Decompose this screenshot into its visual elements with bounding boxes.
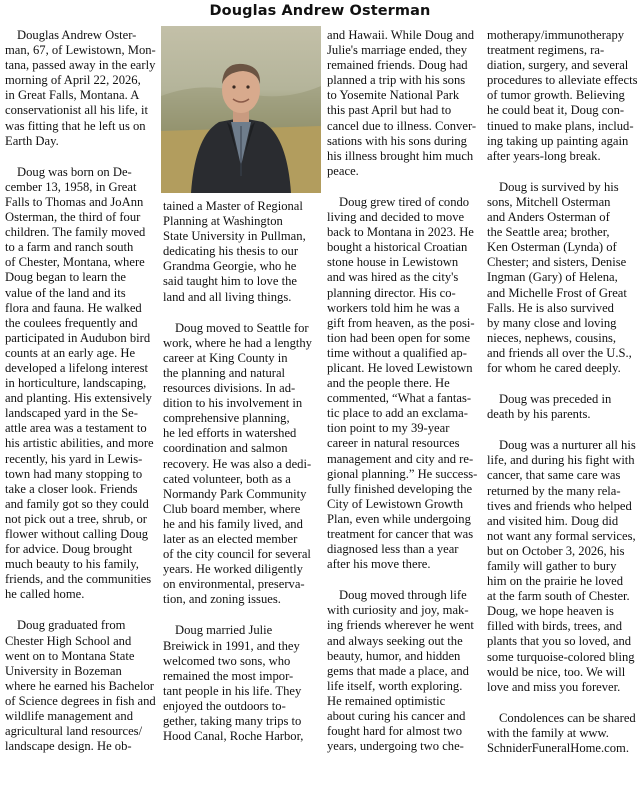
paragraph: Doug graduated from Chester High School and went on to Montana State University in Bozeman where he earned his Bachelor of Science degrees in fish and wildlife management and agricultural land resources/ landscape design. He ob- (5, 618, 156, 754)
paragraph: Douglas Andrew Oster- man, 67, of Lewistown, Mon- tana, passed away in the early morning of April 22, 2026, in Great Falls, Montana. A conservationist all his life, it was fitting that he left us on Earth Day. (5, 28, 156, 148)
paragraph: motherapy/immunotherapy treatment regimens, ra- diation, surgery, and several procedures to alleviate effects of tumor growth. Believing he could beat it, Doug con- tinued to make plans, includ- ing taking up painting again after years-long break. (487, 28, 638, 163)
column-4 (487, 28, 639, 772)
column-2 (163, 199, 321, 760)
obituary-title: Douglas Andrew Osterman (209, 3, 431, 19)
paragraph: and Hawaii. While Doug and Julie's marriage ended, they remained friends. Doug had planned a trip with his sons to Yosemite National Park this past April but had to cancel due to illness. Conver- sations with his sons during his illness brought him much peace. (327, 28, 477, 178)
portrait-illustration (161, 26, 321, 193)
paragraph: Doug is survived by his sons, Mitchell Osterman and Anders Osterman of the Seattle area; brother, Ken Osterman (Lynda) of Chester; and sisters, Denise Ingman (Gary) of Helena, and Michelle Frost of Great Falls. He is also survived by many close and loving nieces, nephews, cousins, and friends all over the U.S., for whom he cared deeply. (487, 179, 632, 375)
paragraph: Doug was born on De- cember 13, 1958, in Great Falls to Thomas and JoAnn Osterman, the third of four children. The family moved to a farm and ranch south of Chester, Montana, where Doug began to learn the value of the land and its flora and fauna. He walked the coulees frequently and participated in Audubon bird counts at an early age. He developed a lifelong interest in horticulture, landscaping, and planting. His extensively landscaped yard in the Se- attle area was a testament to his artistic abilities, and more recently, his yard in Lewis- town had many stopping to take a closer look. Friends and family got so they could not pick out a tree, shrub, or flower without calling Doug for advice. Doug brought much beauty to his family, friends, and the communities he called home. (5, 164, 154, 602)
paragraph: Condolences can be shared with the family at www. SchniderFuneralHome.com. (487, 710, 636, 756)
portrait-photo (161, 26, 321, 193)
paragraph: Doug grew tired of condo living and decided to move back to Montana in 2023. He bought a historical Croatian stone house in Lewistown and was hired as the city's planning director. His co- workers told him he was a gift from heaven, as the posi- tion had been open for some time without a qualified ap- plicant. He loved Lewistown and the people there. He commented, “What a fantas- tic place to add an exclama- tion point to my 39-year career in natural resources management and city and re- gional planning.” He success- fully finished developing the City of Lewistown Growth Plan, even while undergoing treatment for cancer that was diagnosed less than a year after his move there. (327, 194, 478, 572)
paragraph: Doug married Julie Breiwick in 1991, and they welcomed two sons, who remained the most impor- tant people in his life. They enjoyed the outdoors to- gether, taking many trips to Hood Canal, Roche Harbor, (163, 623, 304, 744)
column-1 (5, 28, 157, 770)
column-3 (327, 28, 480, 770)
paragraph: tained a Master of Regional Planning at Washington State University in Pullman, dedicating his thesis to our Grandma Georgie, who he said taught him to love the land and all living things. (163, 199, 306, 304)
paragraph: Doug moved to Seattle for work, where he had a lengthy career at King County in the planning and natural resources divisions. In ad- dition to his involvement in comprehensive planning, he led efforts in watershed coordination and salmon recovery. He was also a dedi- cated volunteer, both as a Normandy Park Community Club board member, where he and his family lived, and later as an elected member of the city council for several years. He worked diligently on environmental, preserva- tion, and zoning issues. (163, 320, 312, 607)
paragraph: Doug was preceded in death by his parents. (487, 392, 612, 422)
paragraph: Doug moved through life with curiosity and joy, mak- ing friends wherever he went and always seeking out the beauty, humor, and hidden gems that made a place, and life itself, worth exploring. He remained optimistic about curing his cancer and fought hard for almost two years, undergoing two che- (327, 588, 474, 754)
paragraph: Doug was a nurturer all his life, and during his fight with cancer, that same care was returned by the many rela- tives and friends who helped and visited him. Doug did not want any formal services, but on October 3, 2026, his family will gather to bury him on the prairie he loved at the farm south of Chester. Doug, we hope heaven is filled with birds, trees, and plants that you so loved, and some turquoise-colored bling would be nice, too. We will love and miss you forever. (487, 438, 636, 694)
